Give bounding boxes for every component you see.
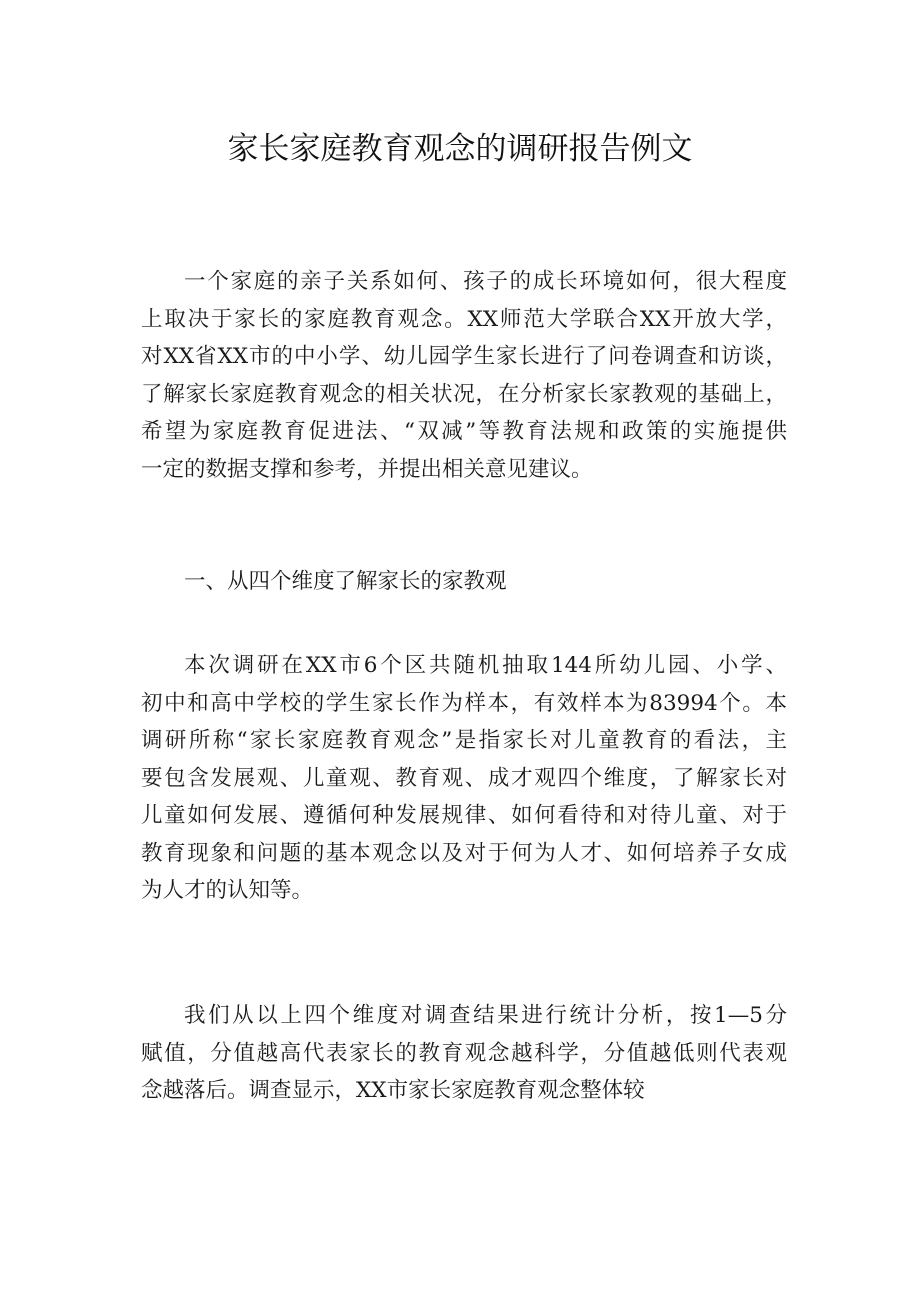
paragraph-line: 为人才的认知等。 bbox=[141, 878, 314, 903]
document-title: 家长家庭教育观念的调研报告例文 bbox=[227, 131, 693, 167]
paragraph-intro bbox=[141, 263, 787, 488]
paragraph-line: 念越落后。调查显示，XX市家长家庭教育观念整体较 bbox=[141, 1078, 645, 1103]
paragraph-line: 我们从以上四个维度对调查结果进行统计分析，按1—5分 bbox=[184, 1003, 787, 1028]
paragraph-line: 希望为家庭教育促进法、“双减”等教育法规和政策的实施提供 bbox=[141, 419, 787, 444]
paragraph-line: 一定的数据支撑和参考，并提出相关意见建议。 bbox=[141, 456, 593, 482]
paragraph-line: 要包含发展观、儿童观、教育观、成才观四个维度，了解家长对 bbox=[141, 765, 787, 791]
paragraph-survey-scope bbox=[141, 647, 787, 910]
paragraph-line: 初中和高中学校的学生家长作为样本，有效样本为83994个。本 bbox=[141, 690, 787, 716]
paragraph-line: 对XX省XX市的中小学、幼儿园学生家长进行了问卷调查和访谈， bbox=[141, 344, 787, 369]
paragraph-line: 教育现象和问题的基本观念以及对于何为人才、如何培养子女成 bbox=[141, 840, 787, 866]
paragraph-analysis bbox=[141, 997, 787, 1110]
section-heading-text: 一、从四个维度了解家长的家教观 bbox=[184, 569, 507, 594]
paragraph-line: 一个家庭的亲子关系如何、孩子的成长环境如何，很大程度 bbox=[184, 269, 787, 294]
paragraph-line: 上取决于家长的家庭教育观念。XX师范大学联合XX开放大学， bbox=[141, 306, 787, 332]
paragraph-line: 调研所称“家长家庭教育观念”是指家长对儿童教育的看法，主 bbox=[141, 728, 787, 753]
paragraph-line: 本次调研在XX市6个区共随机抽取144所幼儿园、小学、 bbox=[184, 653, 787, 678]
section-heading bbox=[141, 563, 787, 601]
paragraph-line: 儿童如何发展、遵循何种发展规律、如何看待和对待儿童、对于 bbox=[141, 803, 787, 828]
paragraph-line: 了解家长家庭教育观念的相关状况，在分析家长家教观的基础上， bbox=[141, 381, 787, 407]
paragraph-line: 赋值，分值越高代表家长的教育观念越科学，分值越低则代表观 bbox=[141, 1040, 787, 1066]
